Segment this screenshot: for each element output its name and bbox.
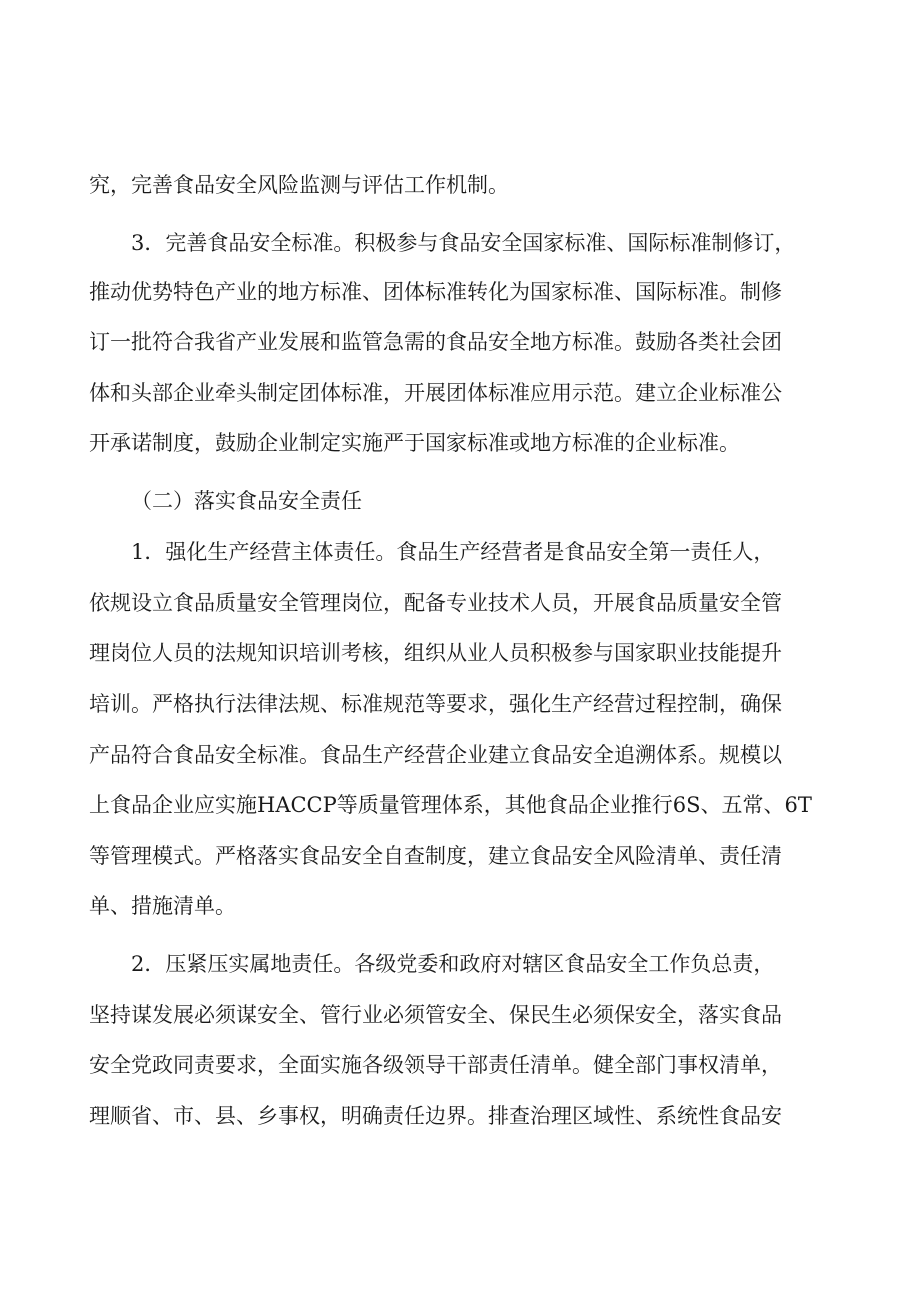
text-line: 上食品企业应实施HACCP等质量管理体系，其他食品企业推行6S、五常、6T [89, 793, 812, 817]
text-line: 理岗位人员的法规知识培训考核，组织从业人员积极参与国家职业技能提升 [89, 641, 782, 665]
text-line: 产品符合食品安全标准。食品生产经营企业建立食品安全追溯体系。规模以 [89, 743, 782, 767]
text-line: 体和头部企业牵头制定团体标准，开展团体标准应用示范。建立企业标准公 [89, 381, 782, 405]
text-line: 订一批符合我省产业发展和监管急需的食品安全地方标准。鼓励各类社会团 [89, 330, 782, 354]
text-line: 3．完善食品安全标准。积极参与食品安全国家标准、国际标准制修订， [131, 231, 796, 255]
text-line: 开承诺制度，鼓励企业制定实施严于国家标准或地方标准的企业标准。 [89, 431, 740, 455]
section-heading: （二）落实食品安全责任 [131, 489, 362, 513]
text-line: 依规设立食品质量安全管理岗位，配备专业技术人员，开展食品质量安全管 [89, 591, 782, 615]
text-line: 培训。严格执行法律法规、标准规范等要求，强化生产经营过程控制，确保 [89, 692, 782, 716]
text-line: 推动优势特色产业的地方标准、团体标准转化为国家标准、国际标准。制修 [89, 280, 782, 304]
text-line: 究，完善食品安全风险监测与评估工作机制。 [89, 173, 509, 197]
text-line: 1．强化生产经营主体责任。食品生产经营者是食品安全第一责任人， [131, 540, 775, 564]
text-line: 单、措施清单。 [89, 894, 236, 918]
text-line: 坚持谋发展必须谋安全、管行业必须管安全、保民生必须保安全，落实食品 [89, 1003, 782, 1027]
text-line: 理顺省、市、县、乡事权，明确责任边界。排查治理区域性、系统性食品安 [89, 1104, 782, 1128]
text-line: 等管理模式。严格落实食品安全自查制度，建立食品安全风险清单、责任清 [89, 844, 782, 868]
text-line: 2．压紧压实属地责任。各级党委和政府对辖区食品安全工作负总责， [131, 952, 775, 976]
text-line: 安全党政同责要求，全面实施各级领导干部责任清单。健全部门事权清单， [89, 1053, 782, 1077]
